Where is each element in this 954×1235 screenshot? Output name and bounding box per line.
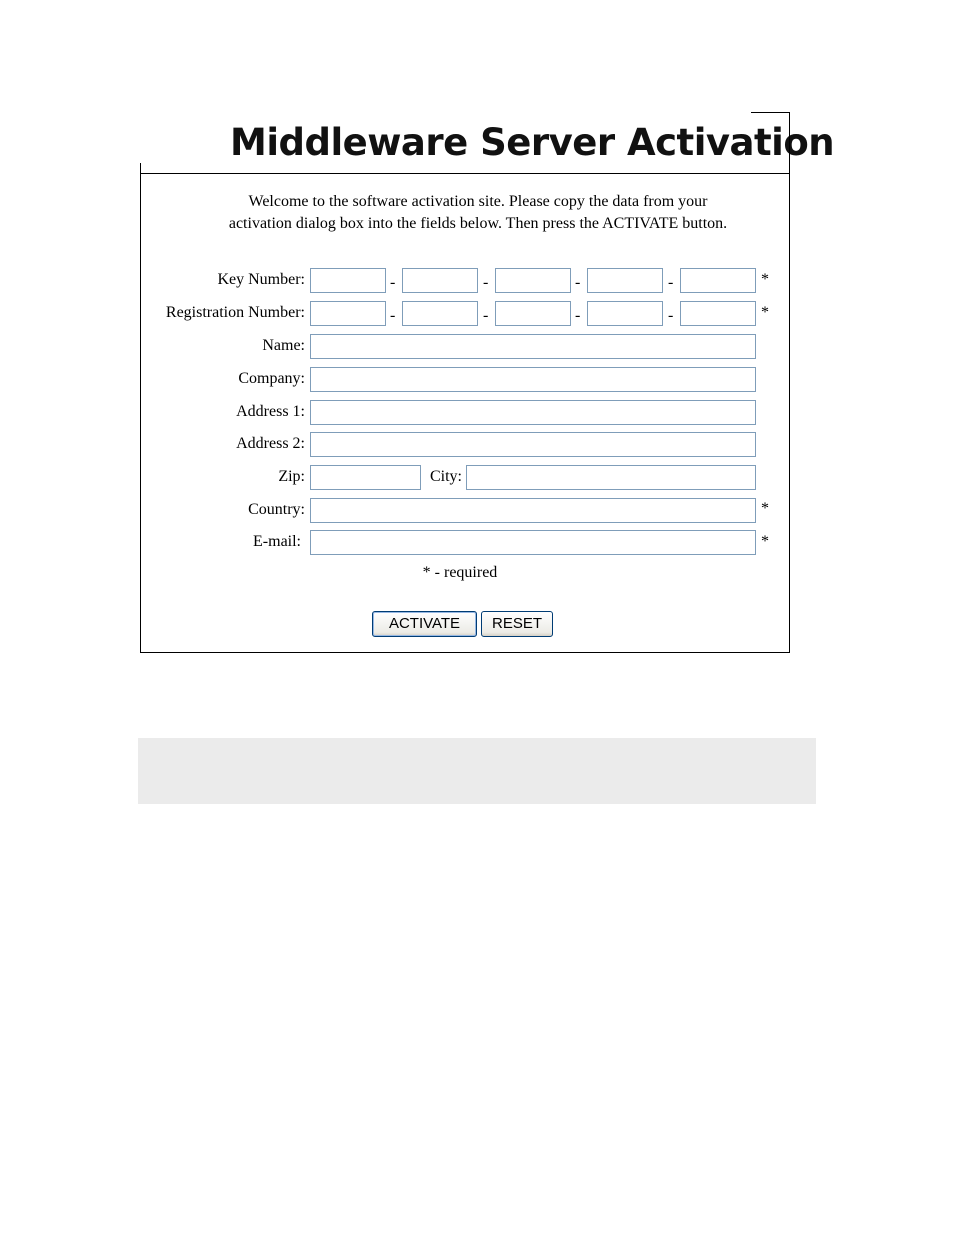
required-mark: * bbox=[761, 500, 769, 517]
separator-dash: - bbox=[390, 307, 396, 324]
company-label: Company: bbox=[238, 370, 305, 387]
registration-number-field-2[interactable] bbox=[402, 301, 478, 326]
key-number-field-5[interactable] bbox=[680, 268, 756, 293]
intro-text: Welcome to the software activation site. Please copy the data from your activation dialog box into the fields below. Then press the ACTIVATE button. bbox=[228, 193, 728, 232]
country-label: Country: bbox=[248, 501, 305, 518]
required-mark: * bbox=[761, 304, 769, 321]
registration-number-field-3[interactable] bbox=[495, 301, 571, 326]
separator-dash: - bbox=[483, 274, 489, 291]
required-mark: * bbox=[761, 271, 769, 288]
city-field[interactable] bbox=[466, 465, 756, 490]
country-field[interactable] bbox=[310, 498, 756, 523]
key-number-label: Key Number: bbox=[217, 271, 305, 288]
key-number-field-4[interactable] bbox=[587, 268, 663, 293]
email-field[interactable] bbox=[310, 530, 756, 555]
registration-number-label: Registration Number: bbox=[165, 304, 305, 321]
header-divider bbox=[789, 112, 790, 173]
address2-label: Address 2: bbox=[236, 435, 305, 452]
footer-band bbox=[138, 738, 816, 804]
required-note: * - required bbox=[422, 564, 498, 581]
separator-dash: - bbox=[668, 307, 674, 324]
registration-number-field-1[interactable] bbox=[310, 301, 386, 326]
zip-field[interactable] bbox=[310, 465, 421, 490]
zip-label: Zip: bbox=[278, 468, 305, 485]
separator-dash: - bbox=[390, 274, 396, 291]
separator-dash: - bbox=[483, 307, 489, 324]
separator-dash: - bbox=[575, 274, 581, 291]
name-field[interactable] bbox=[310, 334, 756, 359]
activate-button[interactable]: ACTIVATE bbox=[372, 611, 477, 637]
address2-field[interactable] bbox=[310, 432, 756, 457]
key-number-field-1[interactable] bbox=[310, 268, 386, 293]
name-label: Name: bbox=[262, 337, 305, 354]
company-field[interactable] bbox=[310, 367, 756, 392]
required-mark: * bbox=[761, 533, 769, 550]
separator-dash: - bbox=[668, 274, 674, 291]
city-label: City: bbox=[429, 468, 462, 485]
key-number-field-3[interactable] bbox=[495, 268, 571, 293]
reset-button[interactable]: RESET bbox=[481, 611, 553, 637]
registration-number-field-5[interactable] bbox=[680, 301, 756, 326]
registration-number-field-4[interactable] bbox=[587, 301, 663, 326]
address1-field[interactable] bbox=[310, 400, 756, 425]
page-title: Middleware Server Activation bbox=[230, 121, 835, 164]
email-label: E-mail: bbox=[253, 533, 301, 550]
key-number-field-2[interactable] bbox=[402, 268, 478, 293]
address1-label: Address 1: bbox=[236, 403, 305, 420]
header-divider bbox=[751, 112, 790, 113]
separator-dash: - bbox=[575, 307, 581, 324]
